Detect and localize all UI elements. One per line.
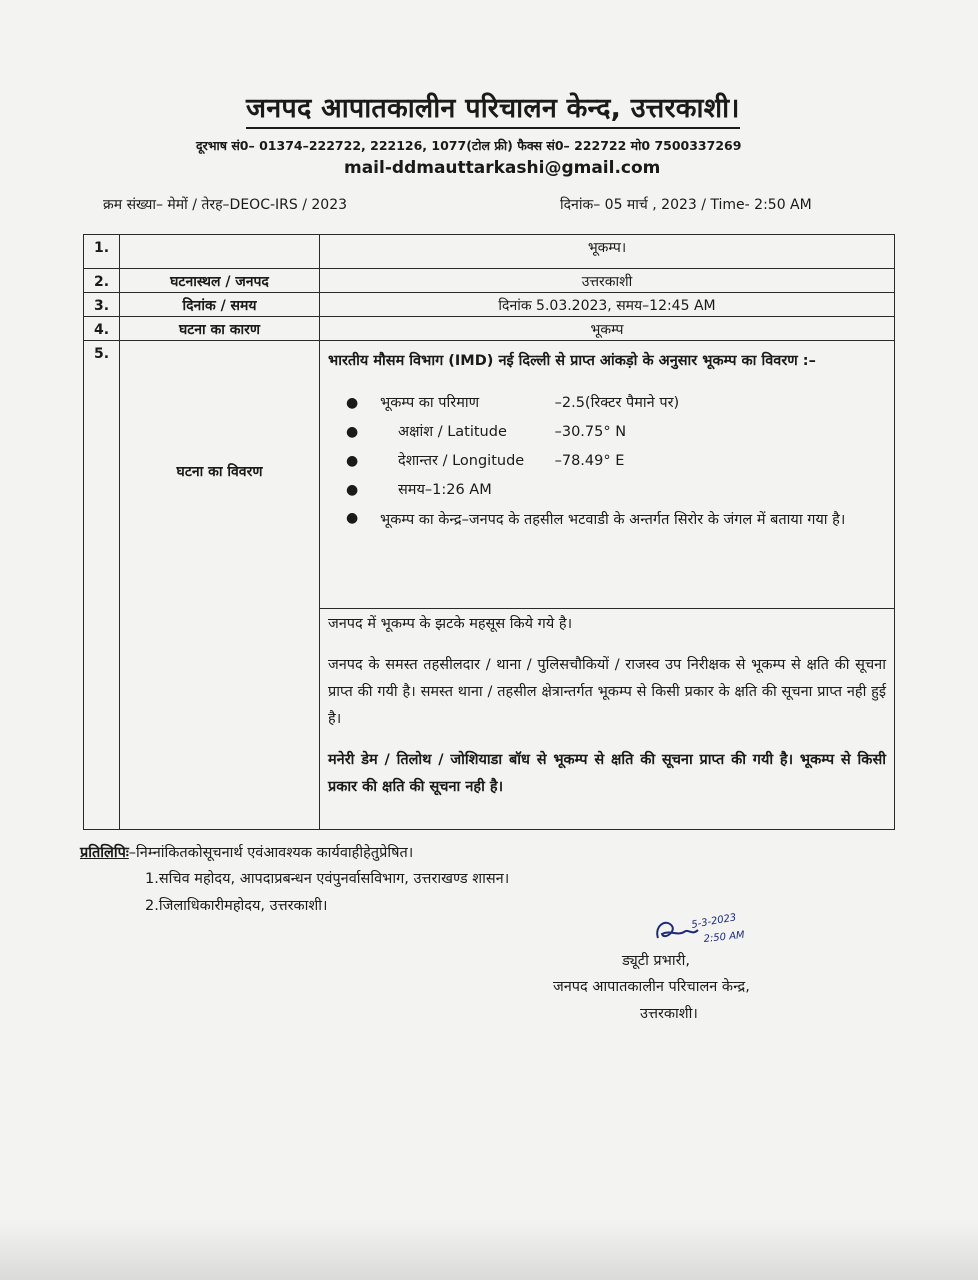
param-value: –30.75° N [554, 424, 627, 440]
signatory-designation: ड्यूटी प्रभारी, [622, 953, 690, 969]
table-row [84, 235, 895, 269]
district-report-cell [320, 609, 895, 830]
row-value: दिनांक 5.03.2023, समय–12:45 AM [320, 293, 895, 317]
param-value: –78.49° E [554, 453, 625, 469]
quake-parameter-list [328, 389, 886, 533]
row-number: 5. [84, 341, 120, 830]
bullet-icon: ● [346, 453, 359, 469]
param-value: –2.5(रिक्टर पैमाने पर) [554, 395, 680, 411]
signatory-district: उत्तरकाशी। [640, 1006, 698, 1022]
row-value: उत्तरकाशी [320, 269, 895, 293]
list-item [328, 418, 886, 447]
svg-text:5-3-2023: 5-3-2023 [690, 912, 738, 931]
table-row [84, 293, 895, 317]
row-value: भूकम्प। [320, 235, 895, 269]
bullet-icon: ● [346, 482, 359, 498]
param-key: देशान्तर / Longitude [398, 453, 525, 469]
imd-intro: भारतीय मौसम विभाग (IMD) नई दिल्ली से प्राप्त आंकड़ो के अनुसार भूकम्प का विवरण :– [328, 353, 816, 369]
row-number: 3. [84, 293, 120, 317]
list-item [328, 505, 886, 533]
bullet-icon: ● [346, 424, 359, 440]
email-address: mail-ddmauttarkashi@gmail.com [344, 158, 661, 178]
list-item [328, 389, 886, 418]
list-item [328, 476, 886, 505]
memo-number: क्रम संख्या– मेमों / तेरह–DEOC-IRS / 2023 [103, 197, 348, 213]
param-key: भूकम्प का केन्द्र–जनपद के तहसील भटवाडी के अन्तर्गत सिरोर के जंगल में बताया गया है। [380, 512, 846, 528]
contact-line: दूरभाष सं0– 01374–222722, 222126, 1077(टोल फ्री) फैक्स सं0– 222722 मो0 7500337269 [196, 138, 742, 153]
row-label: घटना का कारण [120, 317, 320, 341]
tremor-note: जनपद में भूकम्प के झटके महसूस किये गये है। [328, 616, 573, 632]
bullet-icon: ● [346, 395, 359, 411]
row-label: दिनांक / समय [120, 293, 320, 317]
imd-details-cell [320, 341, 895, 609]
copy-to-line [80, 842, 413, 862]
dam-report: मनेरी डेम / तिलोथ / जोशियाडा बॉध से भूकम्प से क्षति की सूचना प्राप्त की गयी है। भूकम्प से किसी प्रकार की क्षति की सूचना नही है। [328, 752, 886, 795]
memo-date: दिनांक– 05 मार्च , 2023 / Time- 2:50 AM [560, 197, 812, 213]
row-number: 4. [84, 317, 120, 341]
param-key: समय–1:26 AM [398, 482, 492, 498]
row-number: 2. [84, 269, 120, 293]
table-row [84, 269, 895, 293]
copy-to-item: 1.सचिव महोदय, आपदाप्रबन्धन एवंपुनर्वासविभाग, उत्तराखण्ड शासन। [145, 871, 510, 887]
copy-to-heading: प्रतिलिपिः [80, 845, 129, 861]
incident-table [83, 234, 895, 830]
handwritten-signature [652, 912, 762, 950]
param-key: भूकम्प का परिमाण [380, 395, 480, 411]
svg-text:2:50 AM: 2:50 AM [703, 929, 746, 945]
list-item [328, 447, 886, 476]
row-label: घटनास्थल / जनपद [120, 269, 320, 293]
tehsil-report: जनपद के समस्त तहसीलदार / थाना / पुलिसचौकियों / राजस्व उप निरीक्षक से भूकम्प से क्षति की सूचना प्राप्त की गयी है। समस्त थाना / तहसील क्षेत्रान्तर्गत भूकम्प से किसी प्रकार के क्षति की सूचना प्राप्त नही हुई है। [328, 657, 886, 727]
bullet-icon: ● [346, 510, 359, 526]
row-label: घटना का विवरण [120, 341, 320, 830]
row-label [120, 235, 320, 269]
row-number: 1. [84, 235, 120, 269]
table-row [84, 317, 895, 341]
page-shadow [0, 1220, 978, 1280]
copy-to-item: 2.जिलाधिकारीमहोदय, उत्तरकाशी। [145, 898, 328, 914]
copy-to-text: –निम्नांकितकोसूचनार्थ एवंआवश्यक कार्यवाहीहेतुप्रेषित। [128, 845, 414, 861]
table-row [84, 341, 895, 609]
param-key: अक्षांश / Latitude [398, 424, 507, 440]
office-title: जनपद आपातकालीन परिचालन केन्द, उत्तरकाशी। [246, 88, 740, 129]
signatory-office: जनपद आपातकालीन परिचालन केन्द्र, [553, 979, 750, 995]
row-value: भूकम्प [320, 317, 895, 341]
